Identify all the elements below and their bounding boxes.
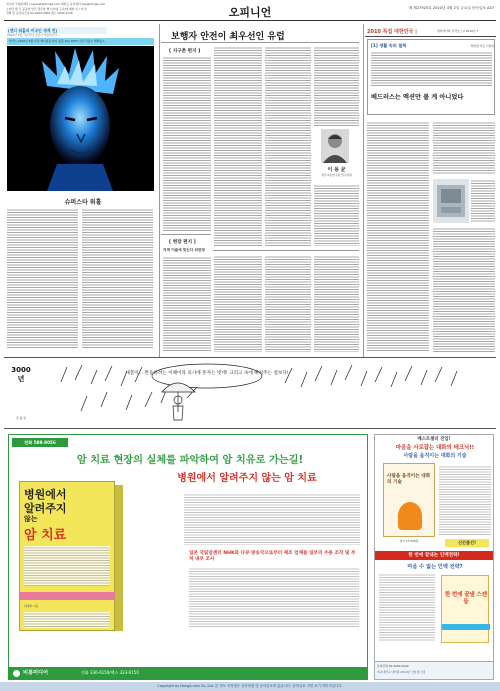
- philosophy-box-tag: [1] 생활 속의 철학: [371, 43, 407, 48]
- right-ad-new-label: 신간출간!: [457, 540, 477, 545]
- column-author-name: 슈퍼스타 워홀: [64, 199, 102, 206]
- right-ad-text-1: [439, 465, 491, 535]
- book-cover-stripe: [20, 592, 116, 600]
- book-cover-author: 최정화 지음: [24, 604, 39, 608]
- right-ad-header: 베스트셀러 진입!: [417, 437, 451, 442]
- ad-headline: 암 치료 현장의 실체를 파악하여 암 치유로 가는길!: [76, 455, 304, 466]
- publisher-logo-icon: [13, 670, 20, 677]
- right-body-col-a: [367, 121, 429, 352]
- photo-credit: 악넥스 2010년 4월 미국 앤디워홀 앤디 워홀 20x 2005 소장 서울시 매해를 1: [9, 39, 105, 43]
- ad-body-text: [184, 493, 360, 545]
- center-lower-col-c: [314, 255, 359, 352]
- writer-photo: [321, 129, 349, 163]
- right-ad-blue-band: 마음 수 없는 인맥 전략?: [407, 564, 463, 570]
- photo-badge: [앤디 워홀의 미국인 세계 전]: [7, 27, 107, 34]
- jigu-column-tag: [ 지구촌 편지 ]: [169, 49, 201, 54]
- column-divider-2: [363, 24, 364, 357]
- right-ad-red-band: [375, 551, 493, 560]
- philosophy-box-text: [371, 51, 492, 87]
- right-ad-text-2: [379, 573, 435, 641]
- ad-red-caption: [189, 551, 359, 563]
- center-body-col-3: [265, 46, 311, 246]
- column-body-text-b: [82, 208, 153, 348]
- right-ad-book-1-figure: [398, 502, 422, 530]
- section-title: 오피니언: [228, 6, 272, 19]
- masthead: [0, 0, 500, 24]
- cartoon-image: [37, 362, 492, 424]
- ad-phone-tag: [12, 438, 68, 447]
- right-body-col-b-bottom: [433, 227, 495, 352]
- footer-copyright: Copyright by DongA.com Co.,Ltd. 본 정보 저작권은 동아닷컴 및 동아일보에 있습니다. 동아일보 지면 보기 이미지입니다.: [157, 684, 343, 688]
- right-ad-book-2-title: 한 번에 끝낼 스캔들: [444, 592, 488, 605]
- warhol-portrait-image: [7, 46, 154, 191]
- masthead-credit-line-2: 소한덕 발 간 공공마 한진 경우한 해 이사매 구독/매 제한 이 / 마 수: [6, 6, 87, 11]
- philosophy-box-author: 박한철 작은 기업대: [470, 44, 494, 48]
- hyeonjang-subtitle: 지역 이름에 맞는다 외판장: [163, 248, 205, 252]
- book-ad-right: [374, 434, 494, 680]
- book-spine: [115, 485, 123, 631]
- right-ad-price: 정가 17,000원: [399, 539, 419, 543]
- writer-title: 한국교통연구원 연구위원: [321, 173, 352, 177]
- center-headline: 보행자 안전이 최우선인 유럽: [171, 32, 285, 42]
- center-mid-rule: [161, 234, 211, 235]
- center-lower-col-a: [214, 255, 262, 352]
- right-ad-footer-right: 대교대학교 대학원 2010년 신입생 모집: [377, 670, 426, 674]
- series-title: 2010 특집 대한민국 |: [367, 29, 417, 35]
- right-ad-new-badge: [445, 539, 489, 547]
- right-body-col-b-top: [433, 121, 495, 175]
- masthead-credit-line-3: 전화 및 공유하신다 02-2020-0000 팩스 2020-1130: [6, 11, 73, 15]
- ad-red-caption-text: 일본 국립암센터 NHK와 다큐 방송국으로부터 제조 업체들 일부의 수용 조작 및 부처 내부 조사: [189, 551, 356, 562]
- issue-info: 제 제27925호 2010년 4월 2일 금요일 동아일보 A37: [408, 6, 494, 10]
- upper-section-rule: [4, 357, 496, 358]
- right-ad-footer: [375, 661, 493, 679]
- right-ad-book-1-title: 사람을 움직이는 대화의 기술: [387, 474, 431, 485]
- right-ad-red-band-text: 한 번에 끝내는 인맥전략!: [408, 553, 460, 558]
- publisher-name: 비룡미디어: [23, 670, 49, 676]
- philosophy-box: [367, 39, 495, 115]
- book-cover-title-2: 알려주지: [24, 502, 67, 515]
- photo-column: [5, 25, 156, 355]
- column-body-text-a: [7, 208, 78, 348]
- right-ad-book-2-stripe: [442, 624, 490, 630]
- center-body-col-4b: [314, 184, 359, 246]
- publisher-phone: 전화 336-6150/팩스 323-6150: [81, 670, 139, 675]
- writer-name: 이 용 균: [327, 167, 346, 173]
- jigu-column-text: [163, 56, 211, 231]
- cartoon-speech-bubble: 새봄이... 완동하려는 이때이라 의사에 혼자는 벗데! 크리고 속에 빠져주는 걸보다!: [125, 371, 289, 376]
- masthead-credit-line-1: 자유한 국제문화부 nopolvet@donga.com 제한도 독자센터 hee@donga.com: [6, 2, 106, 6]
- right-ad-headline-a: 마음을 사로잡는 대화의 테크닉!!: [395, 445, 475, 451]
- center-body-col-2: [214, 46, 262, 246]
- center-lower-col-b: [265, 255, 311, 352]
- series-rule: [365, 36, 496, 37]
- book-ad-left: [8, 434, 368, 680]
- right-ad-book-1: [383, 463, 435, 537]
- right-inline-caption: [471, 179, 495, 223]
- photo-caption: 2010년 4월 덕유산하 서울시 예술의전당 ~: [7, 33, 61, 37]
- right-ad-headline-b: 사람을 움직이는 대화의 기술: [403, 453, 467, 459]
- page-footer: [0, 682, 500, 691]
- right-column: [365, 24, 496, 356]
- cartoon-author: 장 광 현: [16, 416, 26, 420]
- opinion-center: [161, 24, 361, 356]
- masthead-rule: [4, 20, 496, 21]
- hyeonjang-column-text: [163, 256, 211, 352]
- ad-lower-body-text: [189, 567, 359, 627]
- series-subtitle: 대학에서의 전략보스 2 2010년 7: [437, 29, 479, 33]
- book-cover-blurb: [24, 546, 110, 586]
- ad-sub-headline: 병원에서 알려주지 않는 암 치료: [177, 473, 317, 484]
- book-cover-bottom-text: [24, 612, 110, 628]
- center-body-col-4a: [314, 46, 359, 126]
- right-ad-footer-left: 문의전화 02-0000-0000: [377, 664, 409, 668]
- book-cover-title-3: 않는: [24, 515, 38, 523]
- center-headline-rule: [161, 42, 359, 43]
- book-cover-title-4: 암 치료: [24, 528, 67, 543]
- ad-book-cover: [19, 481, 115, 631]
- right-inline-image: [433, 179, 469, 223]
- center-lower-rule: [213, 250, 359, 251]
- right-ad-book-2: [441, 575, 489, 643]
- ad-phone: 전화 588-8056: [24, 440, 56, 445]
- ad-publisher-bar: [9, 667, 367, 679]
- cartoon-rule: [4, 428, 496, 429]
- hyeonjang-column-tag: [ 현장 편지 ]: [169, 240, 196, 245]
- column-divider-1: [159, 24, 160, 357]
- right-headline: 베드러스는 엑션만 볼 게 아니었다: [371, 94, 464, 101]
- cartoon-series-label: 3000년: [11, 366, 31, 383]
- book-cover-title-1: 병원에서: [24, 488, 67, 501]
- cartoon-strip: [5, 360, 495, 426]
